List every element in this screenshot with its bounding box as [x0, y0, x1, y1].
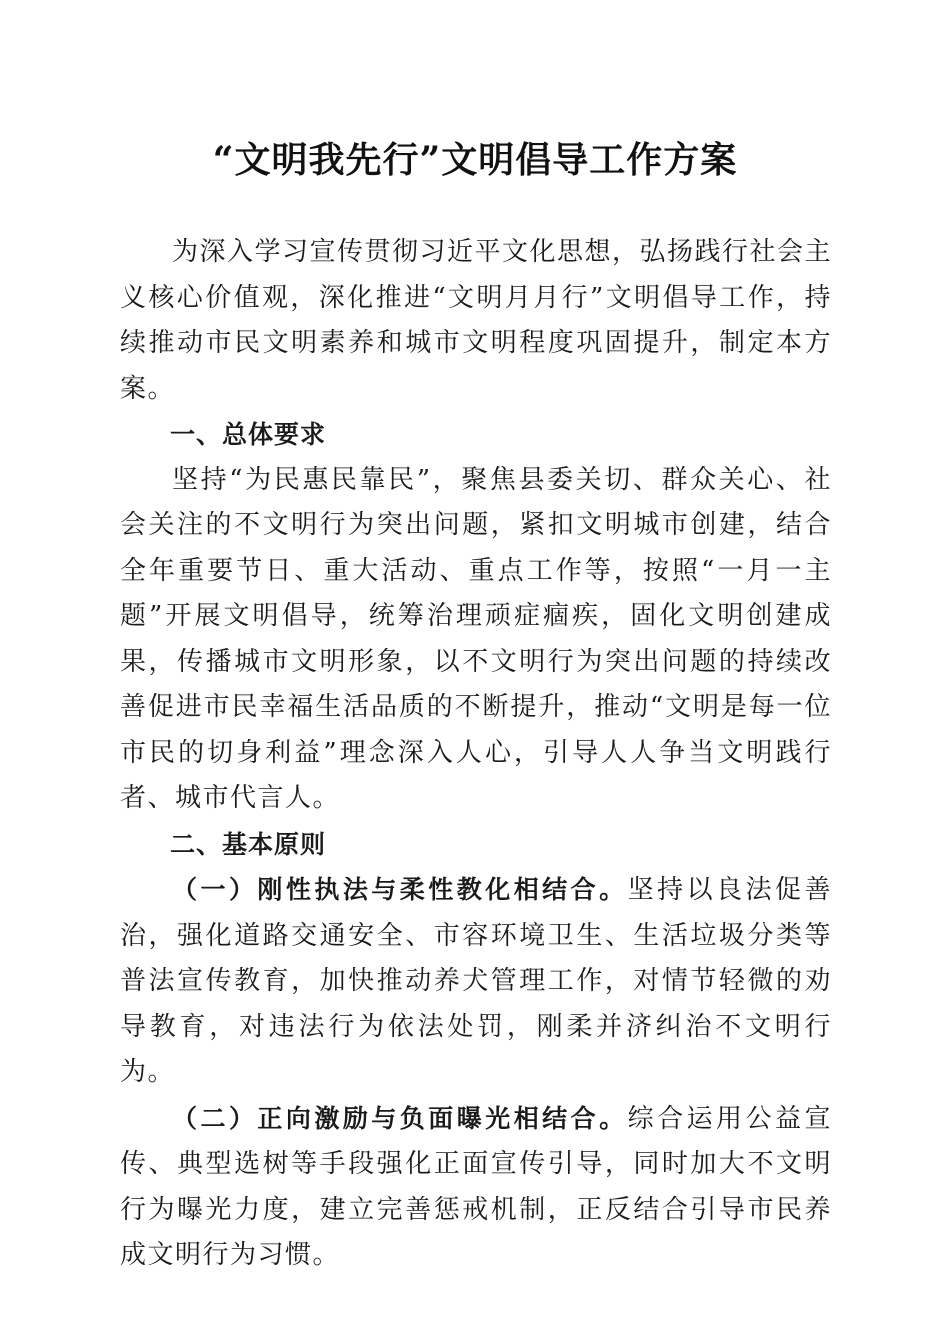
section-heading-basic-principles: 二、基本原则: [170, 829, 327, 859]
intro-paragraph: 为深入学习宣传贯彻习近平文化思想，弘扬践行社会主义核心价值观，深化推进“文明月月行”文明倡导工作，持续推动市民文明素养和城市文明程度巩固提升，制定本方案。: [120, 237, 833, 404]
document-body: [120, 230, 832, 1279]
principle-paragraph-1: [120, 867, 832, 1096]
principle-body-2: 综合运用公益宣传、典型选树等手段强化正面宣传引导，同时加大不文明行为曝光力度，建立完善惩戒机制，正反结合引导市民养成文明行为习惯。: [120, 1103, 832, 1270]
principle-body-1: 坚持以良法促善治，强化道路交通安全、市容环境卫生、生活垃圾分类等普法宣传教育，加快推动养犬管理工作，对情节轻微的劝导教育，对违法行为依法处罚，刚柔并济纠治不文明行为。: [120, 875, 832, 1087]
document-title: “文明我先行”文明倡导工作方案: [212, 139, 738, 181]
general-requirements-paragraph: 坚持“为民惠民靠民”，聚焦县委关切、群众关心、社会关注的不文明行为突出问题，紧扣文明城市创建，结合全年重要节日、重大活动、重点工作等，按照“一月一主题”开展文明倡导，统筹治理顽症痼疾，固化文明创建成果，传播城市文明形象，以不文明行为突出问题的持续改善促进市民幸福生活品质的不断提升，推动“文明是每一位市民的切身利益”理念深入人心，引导人人争当文明践行者、城市代言人。: [120, 464, 832, 813]
section-heading-general-requirements: 一、总体要求: [170, 420, 327, 449]
principle-title-2: （二）正向激励与负面曝光相结合。: [172, 1103, 628, 1133]
principle-paragraph-2: [120, 1096, 832, 1279]
principle-title-1: （一）刚性执法与柔性教化相结合。: [172, 875, 628, 904]
